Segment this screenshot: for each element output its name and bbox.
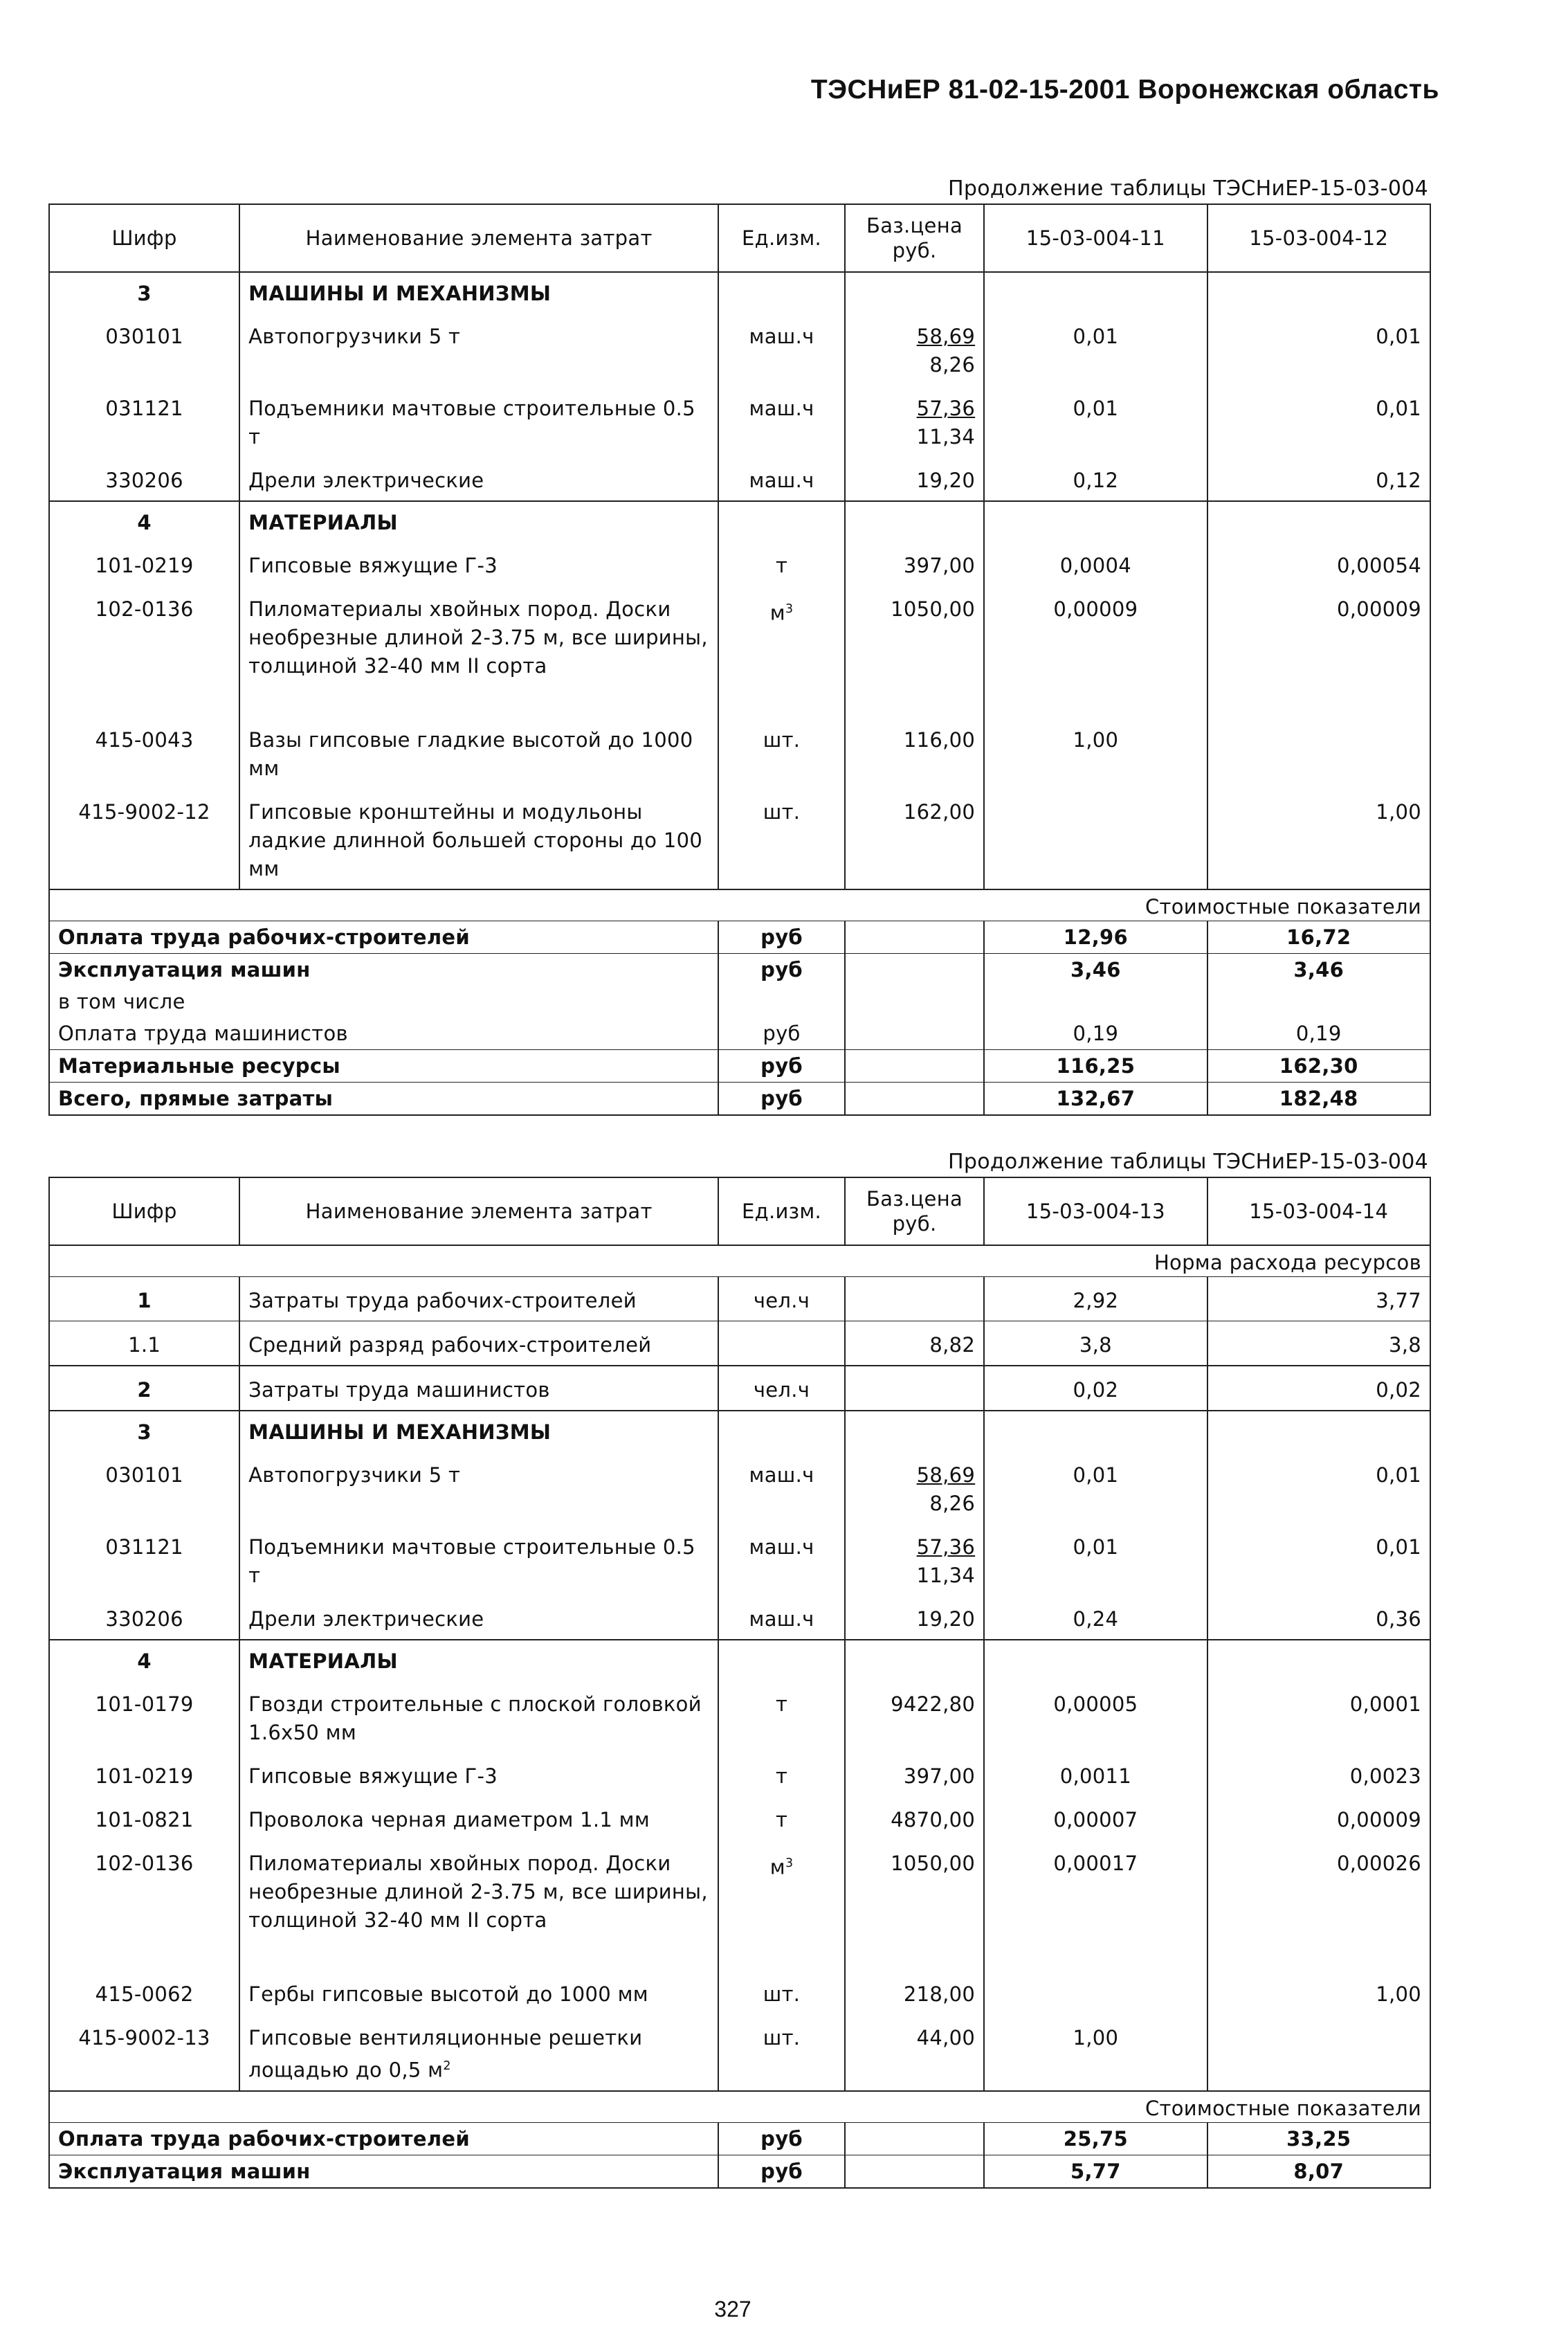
summary-unit: руб: [718, 1050, 845, 1083]
resource-table: [48, 203, 1431, 1116]
row-price: [845, 1366, 984, 1411]
section-row: [49, 272, 1430, 313]
row-value-a: [984, 1971, 1207, 2014]
row-value-b: 3,77: [1207, 1277, 1430, 1321]
row-code: 030101: [49, 313, 239, 385]
row-name: Подъемники мачтовые строительные 0.5 т: [239, 385, 718, 457]
row-code: 102-0136: [49, 1840, 239, 1971]
table-row: [49, 385, 1430, 457]
row-code: 330206: [49, 1595, 239, 1640]
table-row: [49, 1971, 1430, 2014]
price-main: 57,36: [916, 397, 976, 420]
row-unit: маш.ч: [718, 313, 845, 385]
row-value-a: [984, 788, 1207, 889]
row-value-b: 0,36: [1207, 1595, 1430, 1640]
row-code: 101-0821: [49, 1796, 239, 1840]
row-value-a: 1,00: [984, 2014, 1207, 2091]
row-price: [845, 385, 984, 457]
row-unit: чел.ч: [718, 1277, 845, 1321]
row-value-a: 0,0004: [984, 542, 1207, 586]
col-name-header: Наименование элемента затрат: [239, 1177, 718, 1245]
summary-label: Эксплуатация машин: [49, 2155, 718, 2188]
summary-row: [49, 954, 1430, 986]
table-row: [49, 586, 1430, 716]
row-name: Гипсовые вяжущие Г-3: [239, 542, 718, 586]
row-name: Затраты труда рабочих-строителей: [239, 1277, 718, 1321]
row-value-a: 2,92: [984, 1277, 1207, 1321]
row-value-a: 0,02: [984, 1366, 1207, 1411]
row-value-b: 0,01: [1207, 1523, 1430, 1595]
row-unit: $м^3$: [718, 586, 845, 716]
summary-unit: руб: [718, 954, 845, 986]
summary-row: [49, 1050, 1430, 1083]
summary-value-a: 25,75: [984, 2122, 1207, 2155]
row-name: Средний разряд рабочих-строителей: [239, 1321, 718, 1366]
row-unit: [718, 1321, 845, 1366]
table-caption: Продолжение таблицы ТЭСНиЕР-15-03-004: [948, 1150, 1428, 1174]
resource-table: [48, 1177, 1431, 2189]
section-title: МАТЕРИАЛЫ: [239, 1640, 718, 1681]
row-price: 19,20: [845, 1595, 984, 1640]
row-name: Гербы гипсовые высотой до 1000 мм: [239, 1971, 718, 2014]
row-value-a: 0,00009: [984, 586, 1207, 716]
band-title: Норма расхода ресурсов: [984, 1245, 1430, 1277]
row-unit: маш.ч: [718, 1595, 845, 1640]
table-row: [49, 1796, 1430, 1840]
row-price: [845, 313, 984, 385]
band-row: [49, 1245, 1430, 1277]
row-value-a: 0,01: [984, 385, 1207, 457]
col-code-header: Шифр: [49, 1177, 239, 1245]
summary-value-b: 33,25: [1207, 2122, 1430, 2155]
row-name: Автопогрузчики 5 т: [239, 313, 718, 385]
row-value-a: 0,00017: [984, 1840, 1207, 1971]
table-row: [49, 1277, 1430, 1321]
row-code: 101-0219: [49, 1753, 239, 1796]
price-wage: 8,26: [929, 1492, 976, 1515]
row-value-a: 0,01: [984, 313, 1207, 385]
summary-value-b: 16,72: [1207, 921, 1430, 954]
row-price: 116,00: [845, 716, 984, 788]
row-value-a: 0,12: [984, 457, 1207, 501]
summary-unit: руб: [718, 1017, 845, 1050]
row-code: 102-0136: [49, 586, 239, 716]
row-value-b: 0,00009: [1207, 586, 1430, 716]
row-unit: шт.: [718, 1971, 845, 2014]
row-name: Автопогрузчики 5 т: [239, 1451, 718, 1523]
row-price: [845, 1523, 984, 1595]
page-header: ТЭСНиЕР 81-02-15-2001 Воронежская область: [810, 75, 1439, 105]
table-row: [49, 788, 1430, 889]
row-name: Вазы гипсовые гладкие высотой до 1000 мм: [239, 716, 718, 788]
section-title: МАТЕРИАЛЫ: [239, 501, 718, 542]
row-value-a: 0,00005: [984, 1681, 1207, 1753]
price-wage: 11,34: [916, 425, 976, 449]
row-price: 9422,80: [845, 1681, 984, 1753]
row-code: 2: [49, 1366, 239, 1411]
row-price: 1050,00: [845, 1840, 984, 1971]
row-code: 030101: [49, 1451, 239, 1523]
section-title: МАШИНЫ И МЕХАНИЗМЫ: [239, 1411, 718, 1451]
row-value-b: 0,02: [1207, 1366, 1430, 1411]
summary-label: Оплата труда рабочих-строителей: [49, 921, 718, 954]
row-unit: шт.: [718, 788, 845, 889]
row-name: Гипсовые кронштейны и модульоны ладкие длинной большей стороны до 100 мм: [239, 788, 718, 889]
summary-label: Эксплуатация машин: [49, 954, 718, 986]
row-code: 031121: [49, 1523, 239, 1595]
row-name: Гвозди строительные с плоской головкой 1.6x50 мм: [239, 1681, 718, 1753]
row-value-a: 0,00007: [984, 1796, 1207, 1840]
col-unit-header: Ед.изм.: [718, 1177, 845, 1245]
row-value-a: 3,8: [984, 1321, 1207, 1366]
summary-value-a: 132,67: [984, 1083, 1207, 1116]
row-value-b: 0,12: [1207, 457, 1430, 501]
row-price: 4870,00: [845, 1796, 984, 1840]
row-price: 44,00: [845, 2014, 984, 2091]
summary-label: Оплата труда рабочих-строителей: [49, 2122, 718, 2155]
summary-row: [49, 986, 1430, 1017]
row-code: 101-0179: [49, 1681, 239, 1753]
section-row: [49, 1640, 1430, 1681]
table-header-row: [49, 204, 1430, 272]
row-code: 1: [49, 1277, 239, 1321]
summary-value-b: 3,46: [1207, 954, 1430, 986]
summary-label: Оплата труда машинистов: [49, 1017, 718, 1050]
table-row: [49, 1523, 1430, 1595]
row-name: Гипсовые вяжущие Г-3: [239, 1753, 718, 1796]
table-caption: Продолжение таблицы ТЭСНиЕР-15-03-004: [948, 177, 1428, 201]
summary-unit: руб: [718, 2155, 845, 2188]
row-value-b: 1,00: [1207, 1971, 1430, 2014]
col-price-header: Баз.цена руб.: [845, 1177, 984, 1245]
row-code: 1.1: [49, 1321, 239, 1366]
row-value-a: 0,24: [984, 1595, 1207, 1640]
section-code: 3: [49, 272, 239, 313]
section-row: [49, 1411, 1430, 1451]
row-value-b: 3,8: [1207, 1321, 1430, 1366]
section-code: 3: [49, 1411, 239, 1451]
row-price: 397,00: [845, 542, 984, 586]
row-unit: т: [718, 1796, 845, 1840]
summary-row: [49, 1083, 1430, 1116]
row-value-b: 0,00009: [1207, 1796, 1430, 1840]
summary-label: в том числе: [49, 986, 718, 1017]
band-row: [49, 889, 1430, 921]
price-wage: 8,26: [929, 353, 976, 377]
summary-row: [49, 921, 1430, 954]
band-title: Стоимостные показатели: [984, 2091, 1430, 2123]
col-b-header: 15-03-004-12: [1207, 204, 1430, 272]
row-unit: т: [718, 542, 845, 586]
row-price: 218,00: [845, 1971, 984, 2014]
band-row: [49, 2091, 1430, 2123]
row-value-b: 0,01: [1207, 1451, 1430, 1523]
row-unit: шт.: [718, 716, 845, 788]
row-code: 415-9002-13: [49, 2014, 239, 2091]
row-value-b: [1207, 2014, 1430, 2091]
table-row: [49, 457, 1430, 501]
section-title: МАШИНЫ И МЕХАНИЗМЫ: [239, 272, 718, 313]
price-main: 57,36: [916, 1535, 976, 1559]
row-value-a: 1,00: [984, 716, 1207, 788]
summary-value-a: 0,19: [984, 1017, 1207, 1050]
row-value-b: [1207, 716, 1430, 788]
row-value-a: 0,01: [984, 1451, 1207, 1523]
row-price: 1050,00: [845, 586, 984, 716]
row-name: Проволока черная диаметром 1.1 мм: [239, 1796, 718, 1840]
row-unit: маш.ч: [718, 1451, 845, 1523]
table-row: [49, 1595, 1430, 1640]
row-value-b: 0,0023: [1207, 1753, 1430, 1796]
summary-row: [49, 1017, 1430, 1050]
row-unit: $м^3$: [718, 1840, 845, 1971]
row-name: Пиломатериалы хвойных пород. Доски необрезные длиной 2-3.75 м, все ширины, толщиной 32-40 мм II сорта: [239, 586, 718, 716]
summary-row: [49, 2155, 1430, 2188]
row-code: 415-0062: [49, 1971, 239, 2014]
section-code: 4: [49, 1640, 239, 1681]
col-a-header: 15-03-004-13: [984, 1177, 1207, 1245]
table-row: [49, 1840, 1430, 1971]
summary-value-a: 12,96: [984, 921, 1207, 954]
row-value-b: 0,0001: [1207, 1681, 1430, 1753]
row-price: [845, 1451, 984, 1523]
row-value-b: 0,01: [1207, 385, 1430, 457]
row-code: 415-9002-12: [49, 788, 239, 889]
row-name: Пиломатериалы хвойных пород. Доски необрезные длиной 2-3.75 м, все ширины, толщиной 32-40 мм II сорта: [239, 1840, 718, 1971]
summary-unit: руб: [718, 1083, 845, 1116]
summary-unit: руб: [718, 2122, 845, 2155]
row-value-a: 0,0011: [984, 1753, 1207, 1796]
row-value-a: 0,01: [984, 1523, 1207, 1595]
summary-value-b: 8,07: [1207, 2155, 1430, 2188]
row-value-b: 0,00054: [1207, 542, 1430, 586]
row-unit: маш.ч: [718, 385, 845, 457]
summary-unit: руб: [718, 921, 845, 954]
row-value-b: 1,00: [1207, 788, 1430, 889]
col-a-header: 15-03-004-11: [984, 204, 1207, 272]
row-code: 330206: [49, 457, 239, 501]
table-row: [49, 2014, 1430, 2091]
row-unit: т: [718, 1753, 845, 1796]
row-name: Дрели электрические: [239, 457, 718, 501]
summary-value-a: 3,46: [984, 954, 1207, 986]
table-row: [49, 1753, 1430, 1796]
price-main: 58,69: [916, 1463, 976, 1487]
row-unit: маш.ч: [718, 1523, 845, 1595]
summary-value-b: 182,48: [1207, 1083, 1430, 1116]
summary-value-b: 162,30: [1207, 1050, 1430, 1083]
summary-value-b: 0,19: [1207, 1017, 1430, 1050]
row-unit: т: [718, 1681, 845, 1753]
col-name-header: Наименование элемента затрат: [239, 204, 718, 272]
col-b-header: 15-03-004-14: [1207, 1177, 1430, 1245]
price-main: 58,69: [916, 325, 976, 348]
row-unit: маш.ч: [718, 457, 845, 501]
table-row: [49, 1366, 1430, 1411]
col-code-header: Шифр: [49, 204, 239, 272]
row-price: 162,00: [845, 788, 984, 889]
row-name: Гипсовые вентиляционные решетки лощадью до 0,5 $м^2$: [239, 2014, 718, 2091]
summary-value-a: 116,25: [984, 1050, 1207, 1083]
summary-label: Всего, прямые затраты: [49, 1083, 718, 1116]
col-unit-header: Ед.изм.: [718, 204, 845, 272]
row-name: Затраты труда машинистов: [239, 1366, 718, 1411]
table-header-row: [49, 1177, 1430, 1245]
row-code: 101-0219: [49, 542, 239, 586]
summary-label: Материальные ресурсы: [49, 1050, 718, 1083]
table-row: [49, 1321, 1430, 1366]
table-row: [49, 716, 1430, 788]
row-value-b: 0,00026: [1207, 1840, 1430, 1971]
page-number: 327: [714, 2297, 751, 2322]
section-code: 4: [49, 501, 239, 542]
table-2: [48, 1148, 1431, 2189]
table-row: [49, 1681, 1430, 1753]
table-1: [48, 174, 1431, 1116]
row-price: 19,20: [845, 457, 984, 501]
summary-row: [49, 2122, 1430, 2155]
price-wage: 11,34: [916, 1564, 976, 1587]
band-title: Стоимостные показатели: [984, 889, 1430, 921]
row-name: Подъемники мачтовые строительные 0.5 т: [239, 1523, 718, 1595]
row-code: 415-0043: [49, 716, 239, 788]
row-code: 031121: [49, 385, 239, 457]
row-price: [845, 1277, 984, 1321]
section-row: [49, 501, 1430, 542]
table-row: [49, 542, 1430, 586]
table-row: [49, 313, 1430, 385]
summary-value-a: 5,77: [984, 2155, 1207, 2188]
row-unit: чел.ч: [718, 1366, 845, 1411]
row-unit: шт.: [718, 2014, 845, 2091]
col-price-header: Баз.цена руб.: [845, 204, 984, 272]
row-value-b: 0,01: [1207, 313, 1430, 385]
row-price: 397,00: [845, 1753, 984, 1796]
row-price: 8,82: [845, 1321, 984, 1366]
row-name: Дрели электрические: [239, 1595, 718, 1640]
table-row: [49, 1451, 1430, 1523]
